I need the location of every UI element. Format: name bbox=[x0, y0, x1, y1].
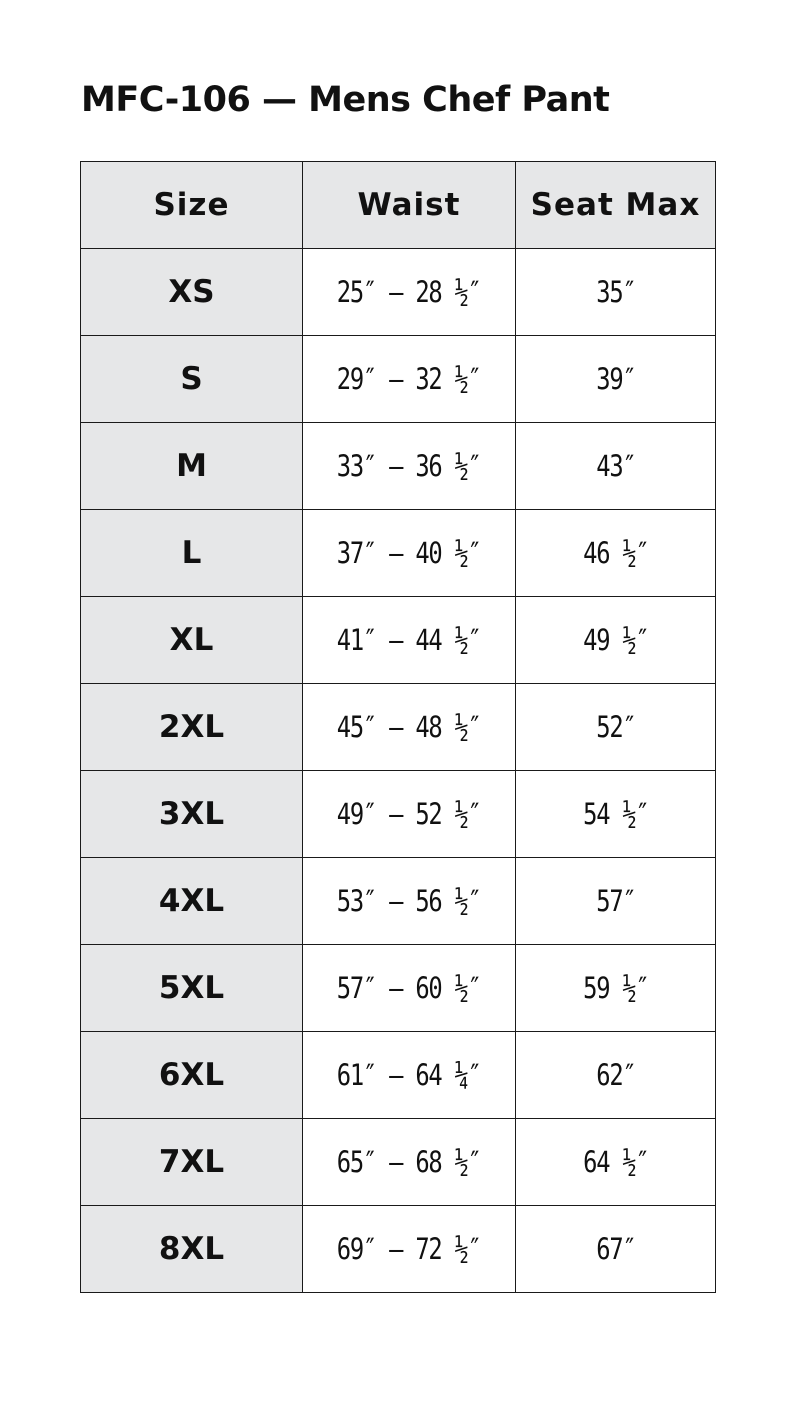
seat-cell bbox=[516, 1119, 716, 1206]
seat-value: 52″ bbox=[595, 710, 636, 744]
waist-value: 33″ – 36 ½″ bbox=[337, 449, 481, 483]
table-header-row bbox=[81, 162, 716, 249]
table-row bbox=[81, 1206, 716, 1293]
seat-value: 67″ bbox=[595, 1232, 636, 1266]
seat-cell bbox=[516, 858, 716, 945]
seat-cell bbox=[516, 1032, 716, 1119]
seat-cell bbox=[516, 249, 716, 336]
waist-cell bbox=[303, 336, 516, 423]
table-row bbox=[81, 945, 716, 1032]
header-waist: Waist bbox=[303, 162, 516, 249]
size-cell: 8XL bbox=[81, 1206, 303, 1293]
seat-value: 49 ½″ bbox=[582, 623, 649, 657]
seat-value: 35″ bbox=[595, 275, 636, 309]
page-title: MFC-106 — Mens Chef Pant bbox=[81, 80, 610, 120]
waist-cell bbox=[303, 249, 516, 336]
waist-cell bbox=[303, 1032, 516, 1119]
seat-value: 57″ bbox=[595, 884, 636, 918]
seat-cell bbox=[516, 945, 716, 1032]
seat-cell bbox=[516, 684, 716, 771]
seat-cell bbox=[516, 423, 716, 510]
size-cell: S bbox=[81, 336, 303, 423]
seat-cell bbox=[516, 771, 716, 858]
size-cell: 2XL bbox=[81, 684, 303, 771]
header-seat-max: Seat Max bbox=[516, 162, 716, 249]
waist-value: 37″ – 40 ½″ bbox=[337, 536, 481, 570]
header-size: Size bbox=[81, 162, 303, 249]
size-cell: XS bbox=[81, 249, 303, 336]
size-cell: M bbox=[81, 423, 303, 510]
table-row bbox=[81, 858, 716, 945]
waist-cell bbox=[303, 1206, 516, 1293]
seat-cell bbox=[516, 336, 716, 423]
size-cell: L bbox=[81, 510, 303, 597]
waist-value: 65″ – 68 ½″ bbox=[337, 1145, 481, 1179]
waist-value: 49″ – 52 ½″ bbox=[337, 797, 481, 831]
table-row bbox=[81, 249, 716, 336]
table-row bbox=[81, 336, 716, 423]
size-cell: 3XL bbox=[81, 771, 303, 858]
waist-cell bbox=[303, 771, 516, 858]
size-chart-table bbox=[80, 161, 716, 1293]
size-cell: 6XL bbox=[81, 1032, 303, 1119]
table-row bbox=[81, 684, 716, 771]
table-row bbox=[81, 1119, 716, 1206]
seat-cell bbox=[516, 510, 716, 597]
size-cell: 7XL bbox=[81, 1119, 303, 1206]
seat-value: 46 ½″ bbox=[582, 536, 649, 570]
size-cell: XL bbox=[81, 597, 303, 684]
table-row bbox=[81, 597, 716, 684]
waist-value: 61″ – 64 ¼″ bbox=[337, 1058, 481, 1092]
seat-value: 39″ bbox=[595, 362, 636, 396]
size-cell: 4XL bbox=[81, 858, 303, 945]
waist-value: 25″ – 28 ½″ bbox=[337, 275, 481, 309]
seat-value: 43″ bbox=[595, 449, 636, 483]
table-row bbox=[81, 423, 716, 510]
waist-value: 69″ – 72 ½″ bbox=[337, 1232, 481, 1266]
table-row bbox=[81, 510, 716, 597]
seat-value: 54 ½″ bbox=[582, 797, 649, 831]
size-cell: 5XL bbox=[81, 945, 303, 1032]
waist-value: 41″ – 44 ½″ bbox=[337, 623, 481, 657]
table-row bbox=[81, 1032, 716, 1119]
waist-cell bbox=[303, 423, 516, 510]
seat-value: 59 ½″ bbox=[582, 971, 649, 1005]
seat-cell bbox=[516, 1206, 716, 1293]
waist-value: 57″ – 60 ½″ bbox=[337, 971, 481, 1005]
seat-cell bbox=[516, 597, 716, 684]
waist-cell bbox=[303, 945, 516, 1032]
waist-cell bbox=[303, 1119, 516, 1206]
seat-value: 62″ bbox=[595, 1058, 636, 1092]
waist-value: 45″ – 48 ½″ bbox=[337, 710, 481, 744]
waist-value: 29″ – 32 ½″ bbox=[337, 362, 481, 396]
waist-value: 53″ – 56 ½″ bbox=[337, 884, 481, 918]
seat-value: 64 ½″ bbox=[582, 1145, 649, 1179]
table-row bbox=[81, 771, 716, 858]
waist-cell bbox=[303, 510, 516, 597]
waist-cell bbox=[303, 858, 516, 945]
waist-cell bbox=[303, 597, 516, 684]
waist-cell bbox=[303, 684, 516, 771]
